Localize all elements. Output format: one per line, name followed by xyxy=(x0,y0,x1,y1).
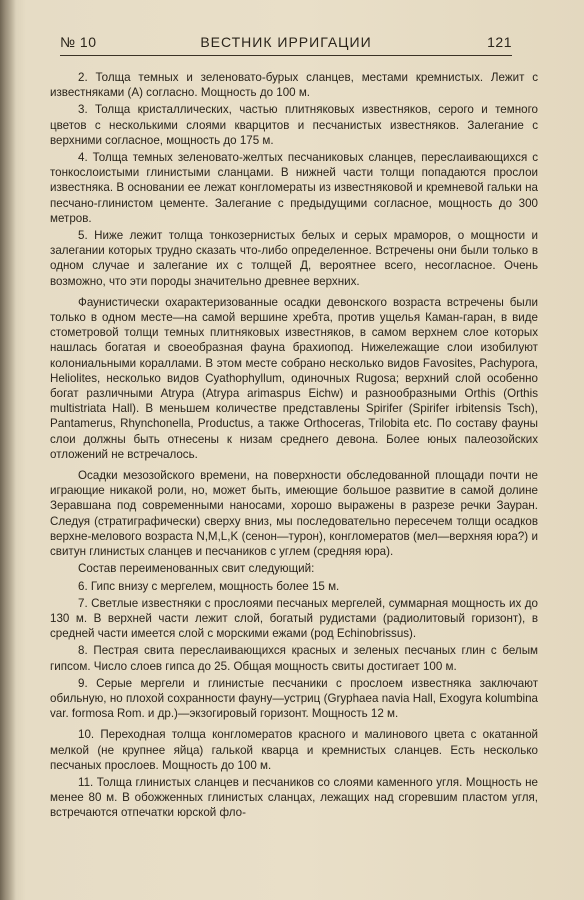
journal-title: ВЕСТНИК ИРРИГАЦИИ xyxy=(200,34,372,50)
paragraph-11: 11. Толща глинистых сланцев и песчаников со слоями каменного угля. Мощность не менее 80 м. В обожженных глинистых сланцах, лежащих над сгоревшим пластом угля, встречаются отпечатки юрской фло- xyxy=(50,775,538,820)
paragraph-10: 10. Переходная толща конгломератов красного и малинового цвета с окатанной мелкой (не крупнее яйца) галькой кварца и кремнистых сланцев. Есть несколько песчаных прослоев. Мощность до 100 м. xyxy=(50,728,538,772)
paragraph-8: 8. Пестрая свита переслаивающихся красных и зеленых песчаных глин с белым гипсом. Число слоев гипса до 25. Общая мощность свиты достигает 100 м. xyxy=(50,644,538,673)
running-header xyxy=(60,34,512,52)
paragraph-devonian-fauna: Фаунистически охарактеризованные осадки девонского возраста встречены были только в одном месте—на самой вершине хребта, против ущелья Каман-гаран, в виде стометровой толщи темных плитняковых известняков, в самом верхнем слое которых нашлась богатая и своеобразная фауна брахиопод. Нижележащие слои изобилуют колониальными кораллами. В этом месте собрано несколько видов Favosites, Pachypora, Heliolites, несколько видов Cyathophyllum, одиночных Rugosa; верхний слой особенно богат различными Atrypa (Atrypa arimaspus Eichw) и разнообразными Orthis (Orthis multistriata Hall). В меньшем количестве представлены Spirifer (Spirifer irbitensis Tsch), Pantamerus, Rhynchonella, Productus, а также Orthoceras, Trilobita etc. По составу фауны слои должны быть отнесены к низам среднего девона. Более юных палеозойских отложений не встречалось. xyxy=(50,295,538,461)
issue-number: № 10 xyxy=(60,34,97,50)
book-spine-shadow xyxy=(0,0,16,900)
header-rule xyxy=(60,55,512,56)
paragraph-2: 2. Толща темных и зеленовато-бурых сланцев, местами кремнистых. Лежит с известняками (А) согласно. Мощность до 100 м. xyxy=(50,71,538,100)
paragraph-6: 6. Гипс внизу с мергелем, мощность более 15 м. xyxy=(78,579,340,593)
paragraph-3: 3. Толща кристаллических, частью плитняковых известняков, серого и темного цветов с несколькими слоями кварцитов и песчанистых известняков. Залегание с верхними согласное, мощность до 175 м. xyxy=(50,103,538,147)
paragraph-7: 7. Светлые известняки с прослоями песчаных мергелей, суммарная мощность их до 130 м. В верхней части лежит слой, богатый рудистами (радиолитовый горизонт), в средней части имеется слой с морскими ежами (род Echinobrissus). xyxy=(50,596,538,641)
paragraph-9: 9. Серые мергели и глинистые песчаники с прослоем известняка заключают обильную, но плохой сохранности фауну—устриц (Gryphaea navia Hall, Exogyra kolumbina var. formosa Rom. и др.)—экзогировый горизонт. Мощность 12 м. xyxy=(50,676,538,721)
page-number: 121 xyxy=(487,34,512,50)
paragraph-5: 5. Ниже лежит толща тонкозернистых белых и серых мраморов, о мощности и залегании которых трудно сказать что-либо определенное. Встречены они были только в одном случае и залегание их с толщей Д, вероятнее всего, несогласное. Очень возможно, что эти породы значительно древнее верхних. xyxy=(50,229,538,288)
paragraph-4: 4. Толща темных зеленовато-желтых песчаниковых сланцев, переслаивающихся с тонкослоистыми глинистыми сланцами. В нижней части толщи попадаются прослои известняка. В основании ее лежат конгломераты из известняковой и кремневой гальки на песчано-глинистом цементе. Залегание с предыдущими согласное, мощность до 300 метров. xyxy=(50,151,538,225)
article-body xyxy=(50,70,538,823)
paragraph-composition-intro: Состав переименованных свит следующий: xyxy=(78,562,315,576)
paragraph-mesozoic: Осадки мезозойского времени, на поверхности обследованной площади почти не играющие никакой роли, но, может быть, имеющие большое развитие в самой долине Зеравшана под современными наносами, хорошо выражены в разрезе речки Зауран. Следуя (стратиграфически) сверху вниз, мы последовательно пересечем толщи осадков верхне-мелового возраста N,M,L,K (сенон—турон), конгломератов (мел—верхняя юра?) и свитун глинистых сланцев и песчаников с углем (средняя юра). xyxy=(50,469,538,559)
